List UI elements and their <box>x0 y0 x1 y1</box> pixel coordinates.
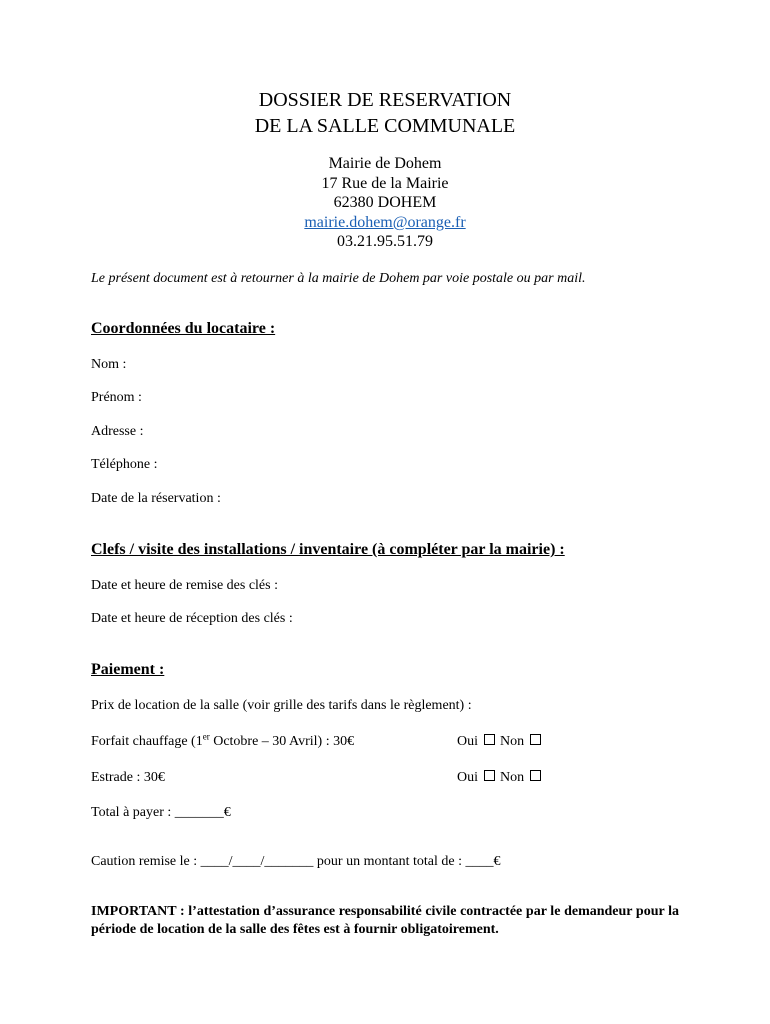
field-nom: Nom : <box>91 357 127 372</box>
section-keys-heading: Clefs / visite des installations / inventaire (à compléter par la mairie) : <box>91 541 565 558</box>
document-title-line1: DOSSIER DE RESERVATION <box>258 89 512 111</box>
important-notice: IMPORTANT : l’attestation d’assurance responsabilité civile contractée par le demandeur pour la période de location de la salle des fêtes est à fournir obligatoirement. <box>91 904 679 937</box>
stage-line: Estrade : 30€ <box>91 770 165 785</box>
price-line: Prix de location de la salle (voir grille des tarifs dans le règlement) : <box>91 698 472 713</box>
stage-oui-label: Oui <box>457 770 478 785</box>
heating-oui-label: Oui <box>457 734 478 749</box>
field-telephone: Téléphone : <box>91 457 158 472</box>
heating-non-checkbox[interactable] <box>530 734 541 745</box>
stage-non-checkbox[interactable] <box>530 770 541 781</box>
section-payment-heading: Paiement : <box>91 661 165 678</box>
total-line: Total à payer : _______€ <box>91 805 231 820</box>
stage-non-label: Non <box>500 770 525 785</box>
mairie-email-link[interactable]: mairie.dohem@orange.fr <box>304 214 466 231</box>
field-adresse: Adresse : <box>91 424 144 439</box>
heating-non-label: Non <box>500 734 525 749</box>
heating-oui-checkbox[interactable] <box>484 734 495 745</box>
field-date-reservation: Date de la réservation : <box>91 491 221 506</box>
field-keys-handover: Date et heure de remise des clés : <box>91 578 278 593</box>
mairie-city: 62380 DOHEM <box>333 194 437 211</box>
stage-choice <box>457 769 543 786</box>
field-keys-return: Date et heure de réception des clés : <box>91 611 293 626</box>
document-title-line2: DE LA SALLE COMMUNALE <box>254 115 516 137</box>
mairie-street: 17 Rue de la Mairie <box>321 175 449 192</box>
intro-text: Le présent document est à retourner à la mairie de Dohem par voie postale ou par mail. <box>91 271 586 286</box>
mairie-phone: 03.21.95.51.79 <box>337 233 433 250</box>
heating-line: Forfait chauffage (1er Octobre – 30 Avril) : 30€ <box>91 731 355 749</box>
stage-oui-checkbox[interactable] <box>484 770 495 781</box>
section-tenant-heading: Coordonnées du locataire : <box>91 320 276 337</box>
field-prenom: Prénom : <box>91 390 142 405</box>
mairie-name: Mairie de Dohem <box>328 155 442 172</box>
heating-choice <box>457 733 543 750</box>
deposit-line: Caution remise le : ____/____/_______ pour un montant total de : ____€ <box>91 854 501 869</box>
